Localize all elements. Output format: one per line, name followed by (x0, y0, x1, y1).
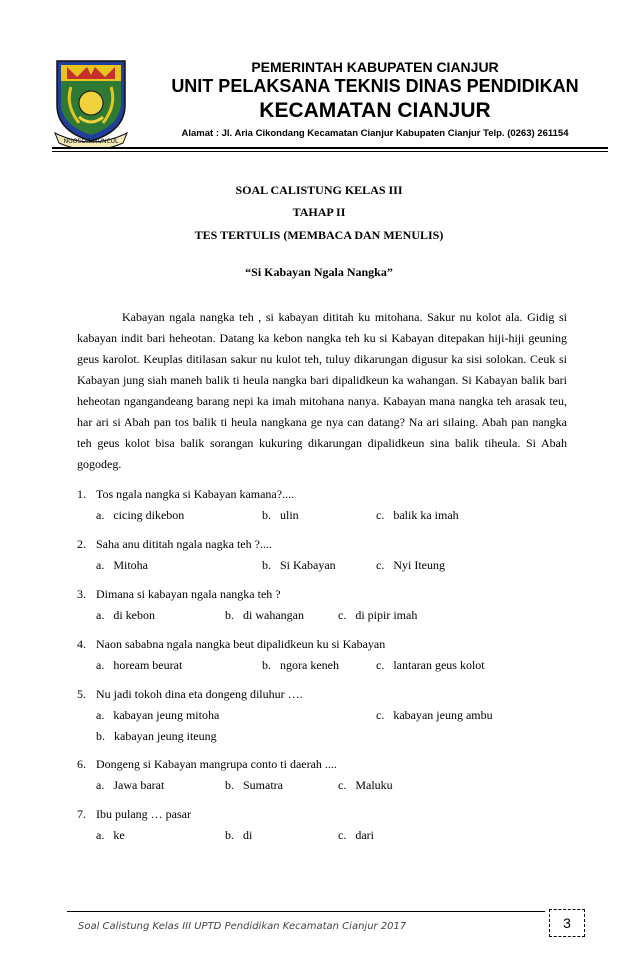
header-line-unit: UNIT PELAKSANA TEKNIS DINAS PENDIDIKAN (171, 76, 579, 96)
footer-divider (67, 911, 545, 912)
story-passage (77, 307, 567, 475)
exam-title: SOAL CALISTUNG KELAS III (235, 183, 403, 197)
option-5b: b. kabayan jeung iteung (96, 729, 217, 743)
question-number: 5. (77, 687, 86, 701)
question-text: Ibu pulang … pasar (96, 807, 191, 821)
question-text: Naon sababna ngala nangka beut dipalidkeun ku si Kabayan (96, 637, 386, 651)
option-2c: c. Nyi Iteung (376, 558, 445, 572)
question-number: 3. (77, 587, 86, 601)
option-3a: a. di kebon (96, 608, 155, 622)
option-6a: a. Jawa barat (96, 778, 165, 792)
question-text: Nu jadi tokoh dina eta dongeng diluhur …. (96, 687, 303, 701)
option-5c: c. kabayan jeung ambu (376, 708, 493, 722)
page-number: 3 (549, 909, 585, 937)
question-text: Saha anu dititah ngala nagka teh ?.... (96, 537, 272, 551)
cianjur-regency-emblem (53, 57, 129, 149)
option-7b: b. di (225, 828, 253, 842)
option-4c: c. lantaran geus kolot (376, 658, 485, 672)
header-address: Alamat : Jl. Aria Cikondang Kecamatan Cianjur Kabupaten Cianjur Telp. (0263) 261154 (181, 128, 569, 139)
option-2b: b. Si Kabayan (262, 558, 336, 572)
option-7c: c. dari (338, 828, 374, 842)
logo-ribbon-text: NGOSOH MUNCUL (63, 138, 119, 145)
option-6b: b. Sumatra (225, 778, 283, 792)
question-text: Tos ngala nangka si Kabayan kamana?.... (96, 487, 295, 501)
option-1a: a. cicing dikebon (96, 508, 185, 522)
option-6c: c. Maluku (338, 778, 393, 792)
question-number: 6. (77, 757, 86, 771)
question-number: 7. (77, 807, 86, 821)
option-7a: a. ke (96, 828, 125, 842)
option-2a: a. Mitoha (96, 558, 148, 572)
option-1b: b. ulin (262, 508, 299, 522)
story-paragraph: Kabayan ngala nangka teh , si kabayan dititah ku mitohana. Sakur nu kolot ala. Gidig si kabayan indit bari heheotan. Datang ka kebon nangka teh ku si Kabayan ditepakan hiji-hiji geuning geus karolot. Keuplas ditilasan sakur nu kulot teh, tuluy dikarungan digusur ka sisi solokan. Ceuk si Kabayan jung siah maneh balik ti heula nangka bari dipalidkeun ka wahangan. Si Kabayan balik bari heheotan ngangandeang barang nepi ka imah mitohana nanya. Kabayan mana nangka teh arasak teu, har ari si Abah pan tos balik ti heula nangkana ge nya can datang? Na ari silaing. Abah pan nangka teh geus kolot bisa balik sorangan kukuring dikarungan dipalidkeun sina balik tiheula. Si Abah gogodeg. (77, 310, 567, 471)
story-title: “Si Kabayan Ngala Nangka” (245, 265, 393, 279)
option-1c: c. balik ka imah (376, 508, 459, 522)
header-line-government: PEMERINTAH KABUPATEN CIANJUR (251, 59, 499, 75)
option-5a: a. kabayan jeung mitoha (96, 708, 220, 722)
option-4b: b. ngora keneh (262, 658, 339, 672)
option-3b: b. di wahangan (225, 608, 304, 622)
question-number: 2. (77, 537, 86, 551)
header-line-district: KECAMATAN CIANJUR (259, 99, 491, 122)
question-text: Dongeng si Kabayan mangrupa conto ti daerah .... (96, 757, 337, 771)
option-4a: a. hoream beurat (96, 658, 183, 672)
exam-stage: TAHAP II (292, 205, 346, 219)
footer-text: Soal Calistung Kelas III UPTD Pendidikan Kecamatan Cianjur 2017 (78, 921, 407, 932)
header-divider-thin (52, 151, 608, 152)
question-number: 4. (77, 637, 86, 651)
question-number: 1. (77, 487, 86, 501)
header-divider-thick (52, 147, 608, 149)
option-3c: c. di pipir imah (338, 608, 418, 622)
exam-type: TES TERTULIS (MEMBACA DAN MENULIS) (194, 228, 444, 242)
question-text: Dimana si kabayan ngala nangka teh ? (96, 587, 281, 601)
